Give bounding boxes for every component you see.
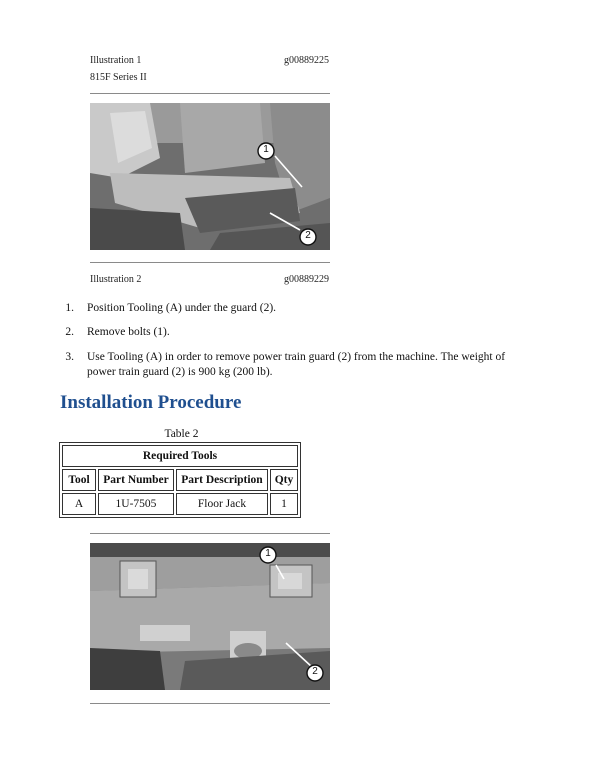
illustration-2-label: Illustration 2 [90, 274, 142, 285]
illustration-3-photo [90, 543, 330, 690]
step-number: 1. [65, 302, 74, 314]
divider [90, 93, 330, 94]
column-header-part-number: Part Number [98, 469, 174, 491]
table-caption: Table 2 [164, 428, 199, 440]
required-tools-table [59, 442, 301, 518]
divider [90, 703, 330, 704]
step-text-line-2: power train guard (2) is 900 kg (200 lb). [87, 366, 273, 378]
illustration-2-code: g00889229 [284, 274, 329, 285]
illustration-2-photo [90, 103, 330, 250]
step-text: Position Tooling (A) under the guard (2). [87, 302, 277, 314]
step-1 [60, 301, 540, 317]
cell-part-description: Floor Jack [176, 493, 268, 515]
illustration-1-label: Illustration 1 [90, 55, 142, 66]
table-row [62, 493, 298, 515]
step-3 [60, 350, 540, 380]
divider [90, 262, 330, 263]
illustration-1-code: g00889225 [284, 55, 329, 66]
table-title: Required Tools [62, 445, 298, 467]
step-text-line-1: Use Tooling (A) in order to remove power train guard (2) from the machine. The weight of [87, 351, 506, 363]
callout-2: 2 [312, 666, 318, 677]
step-text: Remove bolts (1). [87, 326, 170, 338]
callout-1: 1 [263, 144, 269, 155]
step-number: 2. [65, 326, 74, 338]
cell-part-number: 1U-7505 [98, 493, 174, 515]
column-header-tool: Tool [62, 469, 96, 491]
column-header-qty: Qty [270, 469, 298, 491]
step-2 [60, 325, 540, 341]
column-header-part-description: Part Description [176, 469, 268, 491]
callout-2: 2 [305, 230, 311, 241]
cell-qty: 1 [270, 493, 298, 515]
illustration-1-model: 815F Series II [90, 72, 147, 83]
section-heading: Installation Procedure [60, 392, 242, 413]
divider [90, 533, 330, 534]
table-header-row [62, 469, 298, 491]
callout-1: 1 [265, 548, 271, 559]
step-number: 3. [65, 351, 74, 363]
cell-tool: A [62, 493, 96, 515]
